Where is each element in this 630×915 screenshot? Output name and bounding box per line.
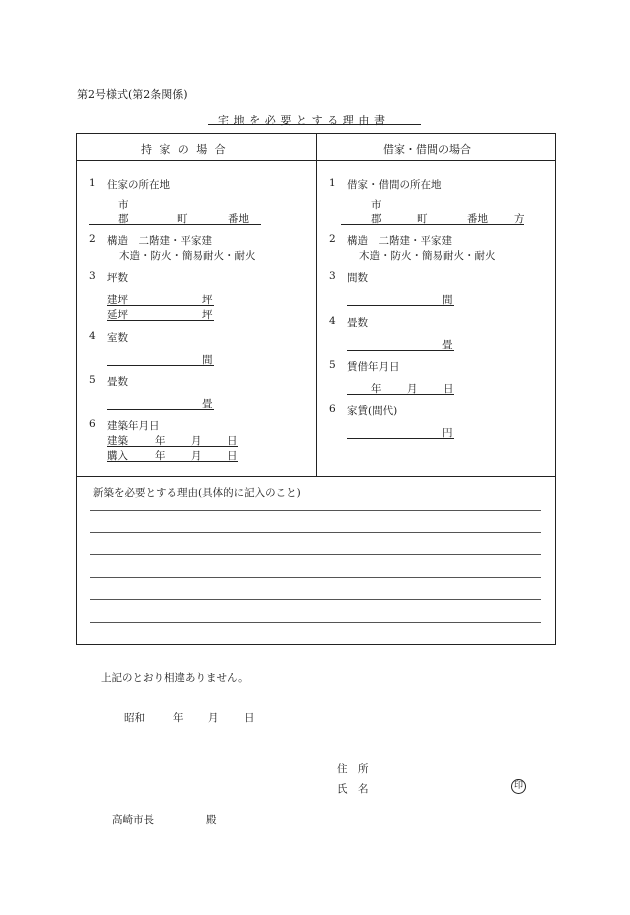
declaration-text: 上記のとおり相違ありません。 [101,672,249,684]
tatami-unit: 畳 [442,339,453,351]
item-label: 畳数 [107,376,128,388]
room-unit: 間 [202,354,213,366]
lease-date-underline [347,394,454,395]
tsubo-unit: 坪 [202,294,213,306]
month-unit: 月 [191,435,202,447]
item-number: 1 [89,177,96,189]
construction-label: 建築 [107,435,128,447]
address-underline [89,224,261,225]
purchase-label: 購入 [107,450,128,462]
year-unit: 年 [155,450,166,462]
structure-types: 木造・防火・簡易耐火・耐火 [119,250,256,262]
day-unit: 日 [244,712,255,724]
item-label: 住家の所在地 [107,179,170,191]
address-label: 住 所 [337,763,369,775]
form-number: 第2号様式(第2条関係) [77,88,188,101]
year-unit: 年 [173,712,184,724]
tatami-underline [107,409,214,410]
tatami-unit: 畳 [202,398,213,410]
structure-types: 木造・防火・簡易耐火・耐火 [359,250,496,262]
document-title: 宅地を必要とする理由書 [218,114,390,127]
item-number: 6 [329,403,336,415]
form-frame [76,133,556,645]
construction-date-underline [107,446,238,447]
item-number: 2 [329,233,336,245]
rent-underline [347,438,454,439]
item-number: 1 [329,177,336,189]
item-label: 借家・借間の所在地 [347,179,442,191]
item-number: 3 [329,270,336,282]
reason-label: 新築を必要とする理由(具体的に記入のこと) [93,487,301,499]
machi-label: 町 [177,213,188,225]
honorific: 殿 [206,814,217,826]
item-label: 賃借年月日 [347,361,400,373]
rooms-underline [347,305,454,306]
month-unit: 月 [191,450,202,462]
name-label: 氏 名 [337,783,369,795]
building-area-label: 建坪 [107,294,128,306]
addressee: 高崎市長 [112,814,154,826]
gun-label: 郡 [118,213,129,225]
header-divider [77,160,555,161]
machi-label: 町 [417,213,428,225]
floor-area-label: 延坪 [107,309,128,321]
year-unit: 年 [371,383,382,395]
reason-line[interactable] [90,622,541,623]
gun-label: 郡 [371,213,382,225]
city-label: 市 [371,199,382,211]
rooms-underline [107,365,214,366]
reason-line[interactable] [90,554,541,555]
rented-house-header: 借家・借間の場合 [383,143,471,156]
item-label: 坪数 [107,272,128,284]
building-area-underline [107,305,214,306]
room-unit: 間 [442,294,453,306]
era-label: 昭和 [124,712,145,724]
item-number: 2 [89,233,96,245]
reason-divider [77,476,555,477]
title-underline [208,124,421,125]
month-unit: 月 [208,712,219,724]
item-label: 家賃(間代) [347,405,398,417]
tatami-underline [347,350,454,351]
reason-line[interactable] [90,510,541,511]
item-number: 4 [329,315,336,327]
reason-line[interactable] [90,599,541,600]
day-unit: 日 [443,383,454,395]
day-unit: 日 [227,450,238,462]
column-divider [316,134,317,476]
kata-label: 方 [514,213,525,225]
day-unit: 日 [227,435,238,447]
banchi-label: 番地 [228,213,249,225]
item-label: 室数 [107,332,128,344]
item-number: 5 [329,359,336,371]
owned-house-header: 持家の場合 [141,143,233,156]
item-label: 建築年月日 [107,420,160,432]
banchi-label: 番地 [467,213,488,225]
structure-label: 構造 二階建・平家建 [347,235,452,247]
item-number: 4 [89,330,96,342]
structure-label: 構造 二階建・平家建 [107,235,212,247]
item-number: 6 [89,418,96,430]
reason-line[interactable] [90,532,541,533]
seal-mark: 印 [511,779,526,794]
floor-area-underline [107,320,214,321]
city-label: 市 [118,199,129,211]
year-unit: 年 [155,435,166,447]
item-label: 間数 [347,272,368,284]
tsubo-unit: 坪 [202,309,213,321]
item-label: 畳数 [347,317,368,329]
item-number: 3 [89,270,96,282]
yen-unit: 円 [442,427,453,439]
reason-line[interactable] [90,577,541,578]
month-unit: 月 [407,383,418,395]
purchase-date-underline [107,461,238,462]
item-number: 5 [89,374,96,386]
address-underline [341,224,524,225]
